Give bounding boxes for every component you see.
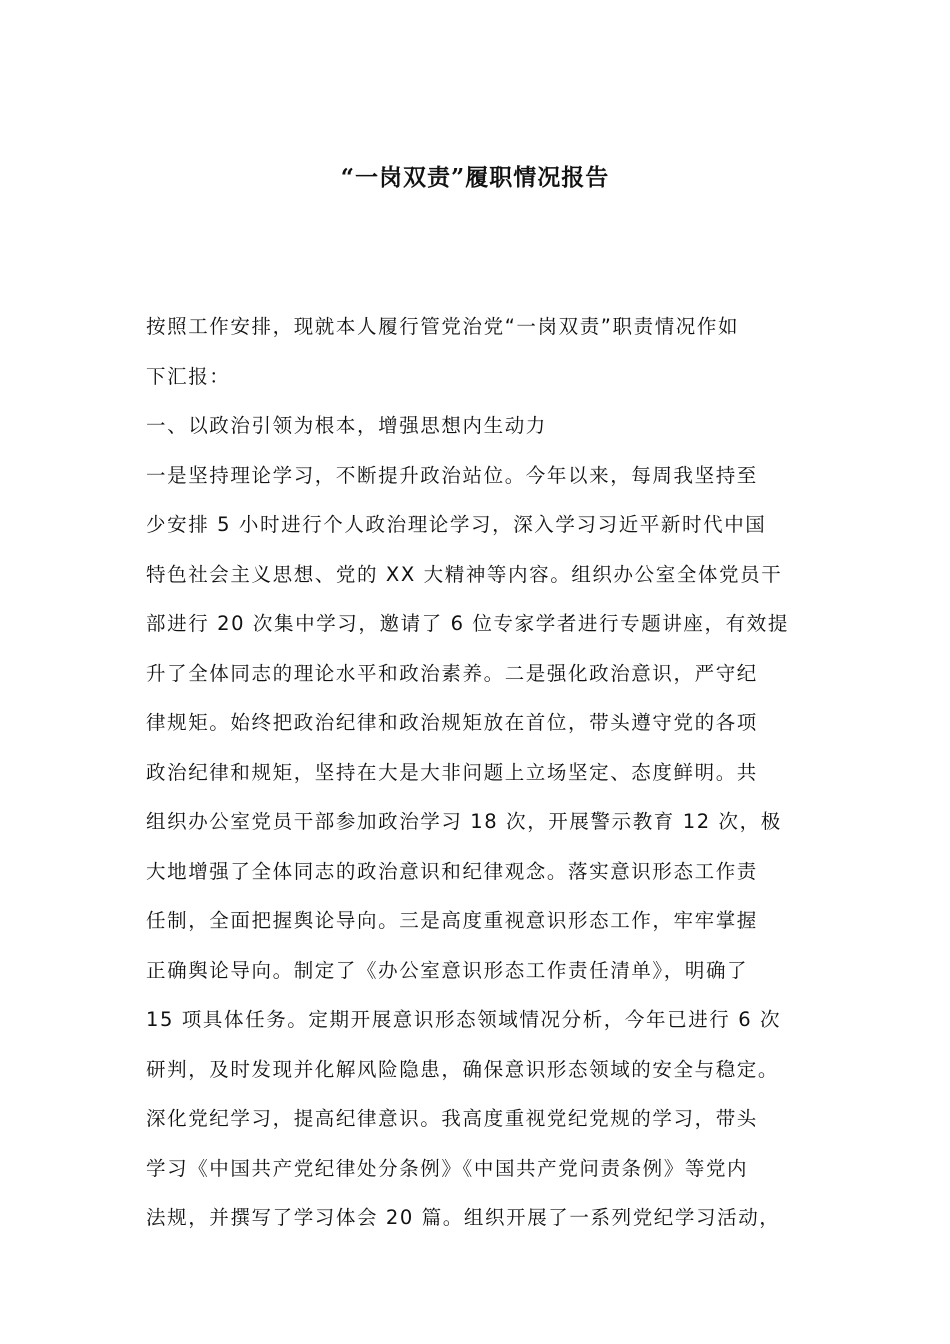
- body-line: 组织办公室党员干部参加政治学习 18 次，开展警示教育 12 次，极: [146, 810, 782, 833]
- body-line: 15 项具体任务。定期开展意识形态领域情况分析，今年已进行 6 次: [146, 1008, 782, 1031]
- body-line: 一是坚持理论学习，不断提升政治站位。今年以来，每周我坚持至: [146, 463, 758, 487]
- body-line: 按照工作安排，现就本人履行管党治党“一岗双责”职责情况作如: [146, 315, 740, 338]
- body-line: 下汇报：: [146, 364, 231, 388]
- body-line: 正确舆论导向。制定了《办公室意识形态工作责任清单》，明确了: [146, 958, 749, 982]
- body-line: 升了全体同志的理论水平和政治素养。二是强化政治意识，严守纪: [146, 661, 758, 685]
- body-line: 任制，全面把握舆论导向。三是高度重视意识形态工作，牢牢掌握: [146, 909, 758, 932]
- body-line: 部进行 20 次集中学习，邀请了 6 位专家学者进行专题讲座，有效提: [146, 612, 789, 635]
- body-line: 大地增强了全体同志的政治意识和纪律观念。落实意识形态工作责: [146, 859, 758, 883]
- body-line: 少安排 5 小时进行个人政治理论学习，深入学习习近平新时代中国: [146, 513, 767, 536]
- document-title: “一岗双责”履职情况报告: [340, 164, 610, 191]
- document-body: [146, 302, 836, 1243]
- body-line: 特色社会主义思想、党的 XX 大精神等内容。组织办公室全体党员干: [146, 562, 783, 586]
- body-line: 律规矩。始终把政治纪律和政治规矩放在首位，带头遵守党的各项: [146, 711, 758, 734]
- body-line: 深化党纪学习，提高纪律意识。我高度重视党纪党规的学习，带头: [146, 1107, 758, 1130]
- body-line: 政治纪律和规矩，坚持在大是大非问题上立场坚定、态度鲜明。共: [146, 760, 758, 784]
- body-line: 学习《中国共产党纪律处分条例》《中国共产党问责条例》等党内: [146, 1156, 749, 1180]
- body-line: 法规，并撰写了学习体会 20 篇。组织开展了一系列党纪学习活动，: [146, 1206, 781, 1229]
- body-line: 研判，及时发现并化解风险隐患，确保意识形态领域的安全与稳定。: [146, 1057, 780, 1081]
- section-heading: 一、以政治引领为根本，增强思想内生动力: [146, 414, 547, 437]
